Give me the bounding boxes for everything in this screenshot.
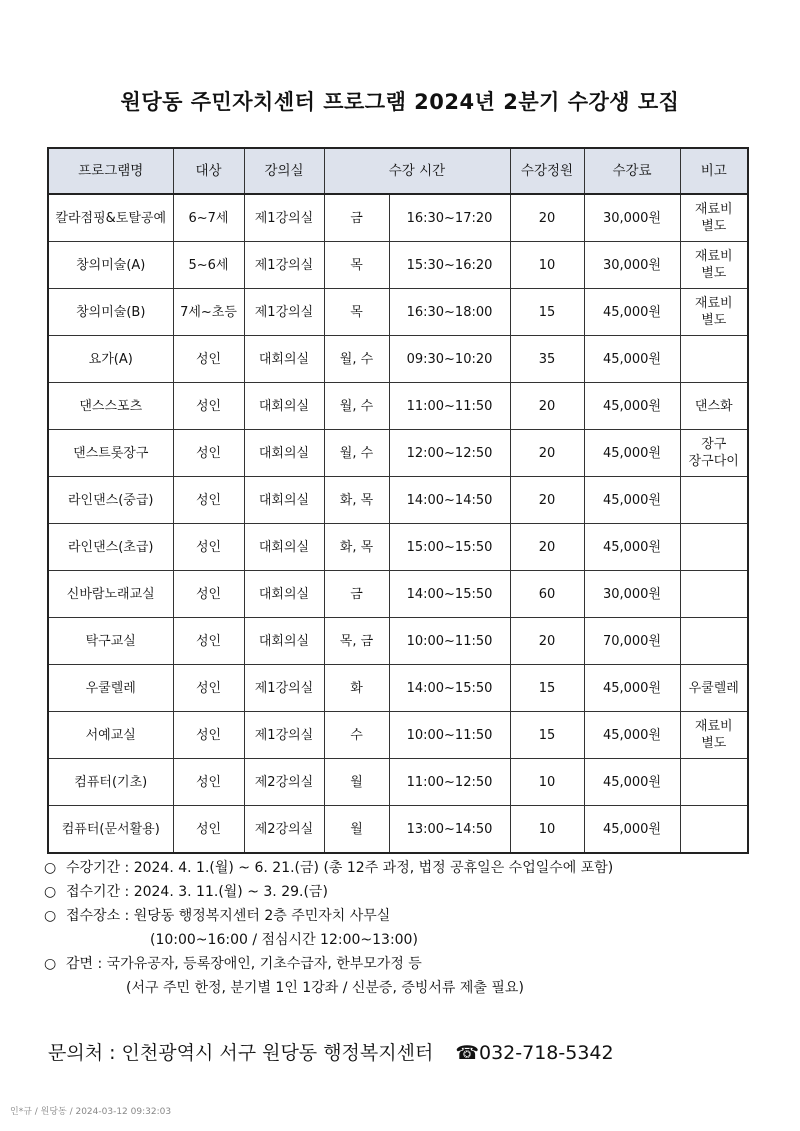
note-line-2: 별도 <box>701 219 727 234</box>
cell-room: 대회의실 <box>244 524 324 571</box>
cell-note <box>680 524 748 571</box>
cell-program: 칼라점핑&토탈공예 <box>48 194 173 242</box>
cell-capacity: 60 <box>510 571 584 618</box>
cell-time: 13:00~14:50 <box>389 806 510 854</box>
note-registration-period: ○ 접수기간 : 2024. 3. 11.(월) ~ 3. 29.(금) <box>44 880 764 904</box>
cell-fee: 45,000원 <box>584 524 680 571</box>
cell-target: 6~7세 <box>173 194 244 242</box>
cell-capacity: 35 <box>510 336 584 383</box>
cell-fee: 30,000원 <box>584 242 680 289</box>
table-row <box>48 524 748 571</box>
header-room: 강의실 <box>244 148 324 194</box>
contact-info <box>48 1038 614 1065</box>
cell-fee: 45,000원 <box>584 759 680 806</box>
circle-bullet-icon: ○ <box>44 956 57 972</box>
cell-fee: 45,000원 <box>584 477 680 524</box>
cell-program: 라인댄스(초급) <box>48 524 173 571</box>
circle-bullet-icon: ○ <box>44 884 57 900</box>
cell-day: 금 <box>324 194 389 242</box>
note-line-2: 장구다이 <box>688 454 739 469</box>
cell-target: 성인 <box>173 618 244 665</box>
table-row <box>48 571 748 618</box>
cell-capacity: 10 <box>510 759 584 806</box>
cell-time: 11:00~11:50 <box>389 383 510 430</box>
cell-time: 14:00~15:50 <box>389 665 510 712</box>
cell-time: 15:00~15:50 <box>389 524 510 571</box>
cell-target: 성인 <box>173 806 244 854</box>
cell-room: 대회의실 <box>244 336 324 383</box>
cell-room: 제2강의실 <box>244 759 324 806</box>
note-line-2: 별도 <box>701 266 727 281</box>
table-row <box>48 712 748 759</box>
cell-day: 월, 수 <box>324 430 389 477</box>
cell-room: 대회의실 <box>244 383 324 430</box>
cell-fee: 45,000원 <box>584 336 680 383</box>
cell-program: 댄스스포츠 <box>48 383 173 430</box>
cell-day: 화, 목 <box>324 477 389 524</box>
cell-fee: 30,000원 <box>584 194 680 242</box>
note-line-1: 장구 <box>701 437 727 452</box>
cell-target: 성인 <box>173 571 244 618</box>
cell-program: 라인댄스(중급) <box>48 477 173 524</box>
cell-time: 15:30~16:20 <box>389 242 510 289</box>
cell-program: 요가(A) <box>48 336 173 383</box>
cell-note <box>680 759 748 806</box>
cell-fee: 45,000원 <box>584 712 680 759</box>
cell-time: 14:00~14:50 <box>389 477 510 524</box>
cell-room: 제2강의실 <box>244 806 324 854</box>
table-row <box>48 806 748 854</box>
cell-target: 성인 <box>173 712 244 759</box>
cell-note <box>680 336 748 383</box>
cell-room: 대회의실 <box>244 430 324 477</box>
cell-target: 성인 <box>173 336 244 383</box>
cell-fee: 30,000원 <box>584 571 680 618</box>
table-row <box>48 477 748 524</box>
cell-day: 목 <box>324 289 389 336</box>
contact-label: 문의처 : 인천광역시 서구 원당동 행정복지센터 <box>48 1042 434 1064</box>
cell-note <box>680 618 748 665</box>
table-row <box>48 759 748 806</box>
cell-note <box>680 242 748 289</box>
cell-target: 7세~초등 <box>173 289 244 336</box>
note-office-hours: (10:00~16:00 / 점심시간 12:00~13:00) <box>150 932 418 948</box>
note-discount: ○ 감면 : 국가유공자, 등록장애인, 기초수급자, 한부모가정 등 <box>44 952 764 976</box>
cell-room: 대회의실 <box>244 477 324 524</box>
cell-room: 제1강의실 <box>244 665 324 712</box>
print-stamp: 인*규 / 원당동 / 2024-03-12 09:32:03 <box>10 1107 172 1117</box>
table-row <box>48 665 748 712</box>
header-capacity: 수강정원 <box>510 148 584 194</box>
cell-target: 성인 <box>173 383 244 430</box>
cell-program: 컴퓨터(문서활용) <box>48 806 173 854</box>
cell-target: 성인 <box>173 524 244 571</box>
header-fee: 수강료 <box>584 148 680 194</box>
cell-program: 신바람노래교실 <box>48 571 173 618</box>
cell-capacity: 20 <box>510 618 584 665</box>
cell-time: 14:00~15:50 <box>389 571 510 618</box>
cell-capacity: 20 <box>510 383 584 430</box>
cell-program: 탁구교실 <box>48 618 173 665</box>
cell-capacity: 10 <box>510 806 584 854</box>
cell-note <box>680 712 748 759</box>
cell-fee: 70,000원 <box>584 618 680 665</box>
cell-room: 제1강의실 <box>244 242 324 289</box>
cell-capacity: 15 <box>510 712 584 759</box>
note-line-1: 재료비 <box>694 296 733 311</box>
cell-capacity: 20 <box>510 524 584 571</box>
cell-day: 월 <box>324 759 389 806</box>
cell-target: 성인 <box>173 759 244 806</box>
cell-time: 10:00~11:50 <box>389 712 510 759</box>
header-note: 비고 <box>680 148 748 194</box>
cell-time: 16:30~18:00 <box>389 289 510 336</box>
cell-day: 금 <box>324 571 389 618</box>
cell-program: 댄스트롯장구 <box>48 430 173 477</box>
table-row <box>48 430 748 477</box>
cell-program: 컴퓨터(기초) <box>48 759 173 806</box>
cell-day: 화, 목 <box>324 524 389 571</box>
table-row <box>48 289 748 336</box>
cell-day: 목 <box>324 242 389 289</box>
cell-note <box>680 383 748 430</box>
cell-capacity: 20 <box>510 477 584 524</box>
table-row <box>48 336 748 383</box>
note-course-period: ○ 수강기간 : 2024. 4. 1.(월) ~ 6. 21.(금) (총 12주 과정, 법정 공휴일은 수업일수에 포함) <box>44 856 764 880</box>
cell-day: 목, 금 <box>324 618 389 665</box>
note-discount-conditions: (서구 주민 한정, 분기별 1인 1강좌 / 신분증, 증빙서류 제출 필요) <box>126 980 524 996</box>
notes-section <box>44 856 764 1000</box>
cell-program: 서예교실 <box>48 712 173 759</box>
cell-program: 우쿨렐레 <box>48 665 173 712</box>
circle-bullet-icon: ○ <box>44 908 57 924</box>
cell-room: 제1강의실 <box>244 289 324 336</box>
note-line-1: 재료비 <box>694 249 733 264</box>
cell-time: 11:00~12:50 <box>389 759 510 806</box>
cell-note <box>680 571 748 618</box>
note-line-2: 별도 <box>701 313 727 328</box>
table-header-row <box>48 148 748 194</box>
cell-target: 성인 <box>173 477 244 524</box>
cell-capacity: 20 <box>510 194 584 242</box>
cell-day: 월, 수 <box>324 383 389 430</box>
cell-fee: 45,000원 <box>584 430 680 477</box>
cell-capacity: 10 <box>510 242 584 289</box>
cell-note <box>680 289 748 336</box>
cell-target: 5~6세 <box>173 242 244 289</box>
note-line-1: 댄스화 <box>694 398 733 414</box>
cell-target: 성인 <box>173 665 244 712</box>
phone-number: 032-718-5342 <box>479 1042 614 1064</box>
cell-capacity: 15 <box>510 665 584 712</box>
note-registration-place: ○ 접수장소 : 원당동 행정복지센터 2층 주민자치 사무실 <box>44 904 764 928</box>
cell-room: 대회의실 <box>244 618 324 665</box>
cell-note <box>680 194 748 242</box>
program-schedule-table <box>47 147 749 854</box>
note-line-2: 별도 <box>701 736 727 751</box>
table-row <box>48 383 748 430</box>
note-line-1: 재료비 <box>694 719 733 734</box>
cell-day: 월 <box>324 806 389 854</box>
cell-program: 창의미술(B) <box>48 289 173 336</box>
header-target: 대상 <box>173 148 244 194</box>
cell-capacity: 15 <box>510 289 584 336</box>
cell-capacity: 20 <box>510 430 584 477</box>
cell-program: 창의미술(A) <box>48 242 173 289</box>
cell-time: 10:00~11:50 <box>389 618 510 665</box>
note-line-1: 우쿨렐레 <box>688 680 739 696</box>
cell-day: 수 <box>324 712 389 759</box>
header-time: 수강 시간 <box>324 148 510 194</box>
phone-icon: ☎ <box>455 1042 479 1064</box>
cell-room: 제1강의실 <box>244 194 324 242</box>
cell-time: 16:30~17:20 <box>389 194 510 242</box>
note-line-1: 재료비 <box>694 202 733 217</box>
cell-fee: 45,000원 <box>584 383 680 430</box>
table-row <box>48 618 748 665</box>
cell-room: 대회의실 <box>244 571 324 618</box>
cell-day: 월, 수 <box>324 336 389 383</box>
cell-day: 화 <box>324 665 389 712</box>
page-title: 원당동 주민자치센터 프로그램 2024년 2분기 수강생 모집 <box>120 90 680 114</box>
cell-room: 제1강의실 <box>244 712 324 759</box>
cell-note <box>680 477 748 524</box>
header-program: 프로그램명 <box>48 148 173 194</box>
cell-note <box>680 806 748 854</box>
cell-fee: 45,000원 <box>584 665 680 712</box>
circle-bullet-icon: ○ <box>44 860 57 876</box>
cell-note <box>680 430 748 477</box>
cell-note <box>680 665 748 712</box>
table-row <box>48 242 748 289</box>
cell-target: 성인 <box>173 430 244 477</box>
cell-time: 12:00~12:50 <box>389 430 510 477</box>
cell-time: 09:30~10:20 <box>389 336 510 383</box>
cell-fee: 45,000원 <box>584 289 680 336</box>
cell-fee: 45,000원 <box>584 806 680 854</box>
table-row <box>48 194 748 242</box>
